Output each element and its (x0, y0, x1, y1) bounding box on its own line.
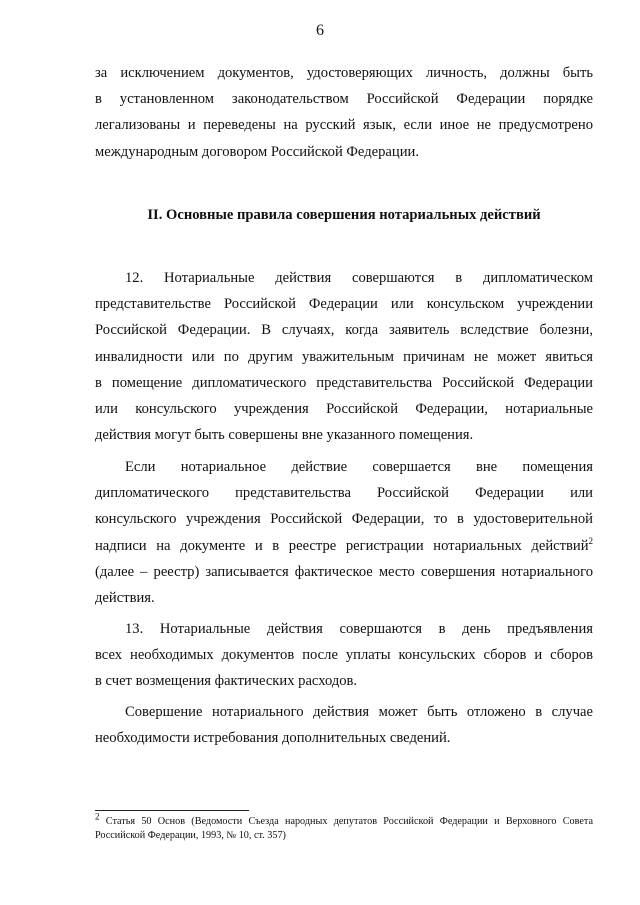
text-line: легализованы и переведены на русский язык, если иное не предусмотрено (95, 117, 593, 134)
section-heading: II. Основные правила совершения нотариальных действий (147, 207, 541, 223)
footnote-line (95, 811, 593, 829)
footnote-marker[interactable]: 2 (588, 535, 593, 546)
paragraph-13b (95, 699, 593, 751)
paragraph-12 (95, 265, 593, 448)
text-line: в счет возмещения фактических расходов. (95, 673, 358, 690)
text-line: надписи на документе и в реестре регистрации нотариальных действий (95, 537, 589, 554)
text-line: инвалидности или по другим уважительным причинам не может явиться (95, 348, 593, 365)
text-line: дипломатического представительства Российской Федерации или (95, 485, 593, 502)
text-line: 12. Нотариальные действия совершаются в дипломатическом (125, 270, 593, 286)
footnote (95, 811, 593, 843)
footnote-line: Российской Федерации, 1993, № 10, ст. 357) (95, 830, 286, 841)
text-line: необходимости истребования дополнительных сведений. (95, 730, 451, 747)
text-line: 13. Нотариальные действия совершаются в день предъявления (125, 621, 593, 637)
page-number: 6 (316, 22, 324, 39)
text-line-with-footnote (95, 533, 593, 559)
paragraph-continuation (95, 60, 593, 165)
text-line: в помещение дипломатического представительства Российской Федерации (95, 374, 593, 391)
text-line: в установленном законодательством Российской Федерации порядке (95, 91, 593, 108)
text-line: Если нотариальное действие совершается вне помещения (125, 459, 593, 475)
paragraph-12b (95, 454, 593, 611)
text-line: консульского учреждения Российской Федерации, то в удостоверительной (95, 511, 593, 528)
text-line: (далее – реестр) записывается фактическое место совершения нотариального (95, 563, 593, 580)
text-line: действия могут быть совершены вне указанного помещения. (95, 427, 474, 444)
text-line: действия. (95, 590, 155, 607)
footnote-separator (95, 810, 249, 811)
text-line: представительстве Российской Федерации или консульском учреждении (95, 296, 593, 313)
footnote-number: 2 (95, 811, 100, 822)
text-line: международным договором Российской Федерации. (95, 143, 419, 160)
paragraph-13 (95, 616, 593, 695)
text-line: или консульского учреждения Российской Федерации, нотариальные (95, 401, 593, 418)
text-line: Совершение нотариального действия может быть отложено в случае (125, 704, 593, 720)
text-line: за исключением документов, удостоверяющих личность, должны быть (95, 65, 593, 81)
text-line: Российской Федерации. В случаях, когда заявитель вследствие болезни, (95, 322, 593, 339)
footnote-text: Статья 50 Основ (Ведомости Съезда народных депутатов Российской Федерации и Верховного Совета (105, 816, 593, 827)
text-line: всех необходимых документов после уплаты консульских сборов и сборов (95, 647, 593, 664)
